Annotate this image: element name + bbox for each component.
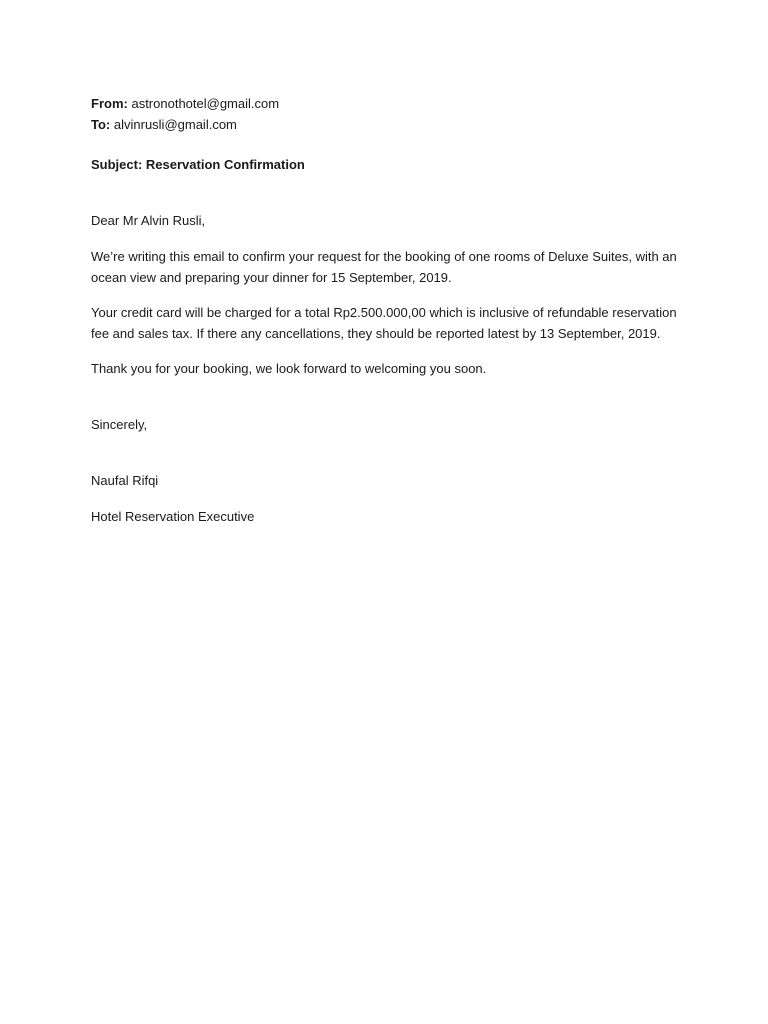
thanks-paragraph: Thank you for your booking, we look forward to welcoming you soon. bbox=[91, 361, 487, 376]
to-address: alvinrusli@gmail.com bbox=[113, 117, 237, 132]
subject-label: Subject: bbox=[91, 157, 143, 172]
signature-title: Hotel Reservation Executive bbox=[91, 509, 255, 524]
to-line bbox=[91, 114, 691, 135]
email-body bbox=[91, 93, 691, 527]
from-address: astronothotel@gmail.com bbox=[131, 96, 280, 111]
from-label: From: bbox=[91, 96, 128, 111]
email-header bbox=[91, 93, 691, 135]
subject-text: Reservation Confirmation bbox=[145, 157, 305, 172]
subject-line bbox=[91, 154, 691, 175]
greeting: Dear Mr Alvin Rusli, bbox=[91, 213, 206, 228]
confirmation-paragraph: We’re writing this email to confirm your request for the booking of one rooms of Deluxe Suites, with an ocean view and preparing your dinner for 15 September, 2019. bbox=[91, 249, 677, 285]
closing: Sincerely, bbox=[91, 417, 148, 432]
from-line bbox=[91, 93, 691, 114]
to-label: To: bbox=[91, 117, 111, 132]
signature-name: Naufal Rifqi bbox=[91, 473, 159, 488]
charge-paragraph: Your credit card will be charged for a total Rp2.500.000,00 which is inclusive of refundable reservation fee and sales tax. If there any cancellations, they should be reported latest by 13 September, 2019. bbox=[91, 305, 677, 341]
